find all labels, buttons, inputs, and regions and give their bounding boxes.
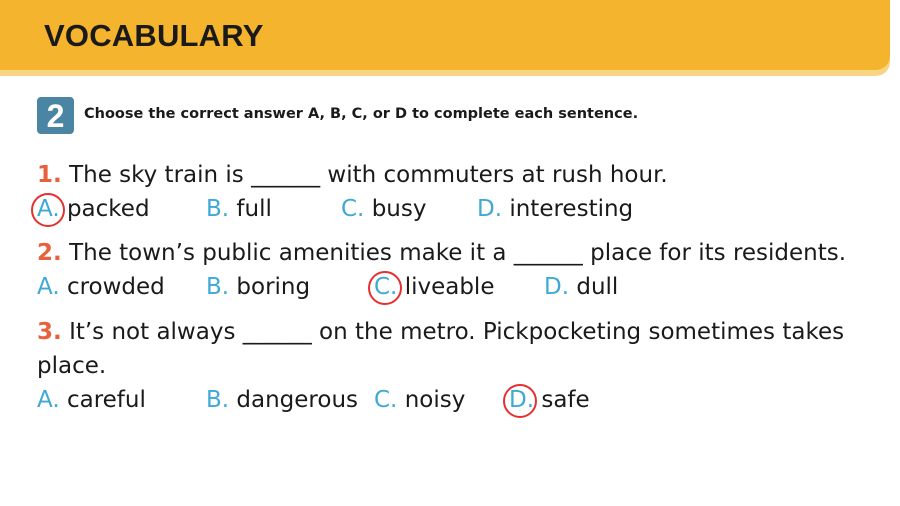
option-letter: B. xyxy=(206,274,230,300)
question-number: 2. xyxy=(37,240,62,266)
option-text: boring xyxy=(236,274,311,300)
option-letter: D. xyxy=(509,387,534,413)
option-text: liveable xyxy=(404,274,495,300)
option-letter: A. xyxy=(37,196,60,222)
option-2b[interactable] xyxy=(206,272,310,302)
option-1c[interactable] xyxy=(341,194,426,224)
option-letter: C. xyxy=(374,274,397,300)
option-letter: B. xyxy=(206,196,230,222)
option-3d[interactable] xyxy=(509,385,590,415)
option-text: dull xyxy=(576,274,619,300)
option-3b[interactable] xyxy=(206,385,358,415)
question-text: It’s not always ______ on the metro. Pickpocketing sometimes takes xyxy=(69,319,845,345)
question-2 xyxy=(37,238,846,268)
option-text: noisy xyxy=(404,387,466,413)
option-3c[interactable] xyxy=(374,385,465,415)
task-instruction: Choose the correct answer A, B, C, or D to complete each sentence. xyxy=(84,106,639,122)
option-2c[interactable] xyxy=(374,272,494,302)
option-1d[interactable] xyxy=(477,194,633,224)
option-letter: C. xyxy=(374,387,398,413)
option-letter: C. xyxy=(341,196,365,222)
option-1b[interactable] xyxy=(206,194,272,224)
option-text: interesting xyxy=(509,196,634,222)
question-number: 3. xyxy=(37,319,62,345)
option-letter: A. xyxy=(37,274,60,300)
option-text: safe xyxy=(541,387,590,413)
option-2d[interactable] xyxy=(544,272,618,302)
option-text: crowded xyxy=(66,274,165,300)
question-1 xyxy=(37,160,668,190)
question-3 xyxy=(37,317,844,347)
page-title: VOCABULARY xyxy=(44,18,264,53)
option-letter: B. xyxy=(206,387,230,413)
option-letter: D. xyxy=(544,274,570,300)
question-text: The sky train is ______ with commuters at rush hour. xyxy=(69,162,668,188)
task-number-badge: 2 xyxy=(37,97,74,134)
option-2a[interactable] xyxy=(37,272,165,302)
answer-circle xyxy=(503,384,537,418)
question-text: The town’s public amenities make it a ______ place for its residents. xyxy=(69,240,847,266)
option-3a[interactable] xyxy=(37,385,146,415)
option-1a[interactable] xyxy=(37,194,150,224)
option-letter: D. xyxy=(477,196,503,222)
question-number: 1. xyxy=(37,162,62,188)
option-text: dangerous xyxy=(236,387,359,413)
option-letter: A. xyxy=(37,387,60,413)
question-3-continued xyxy=(37,351,106,381)
answer-circle xyxy=(368,271,402,305)
option-text: full xyxy=(236,196,272,222)
option-text: packed xyxy=(66,196,150,222)
answer-circle xyxy=(31,193,65,227)
option-text: busy xyxy=(371,196,427,222)
option-text: careful xyxy=(66,387,146,413)
question-text-line2: place. xyxy=(37,353,107,379)
